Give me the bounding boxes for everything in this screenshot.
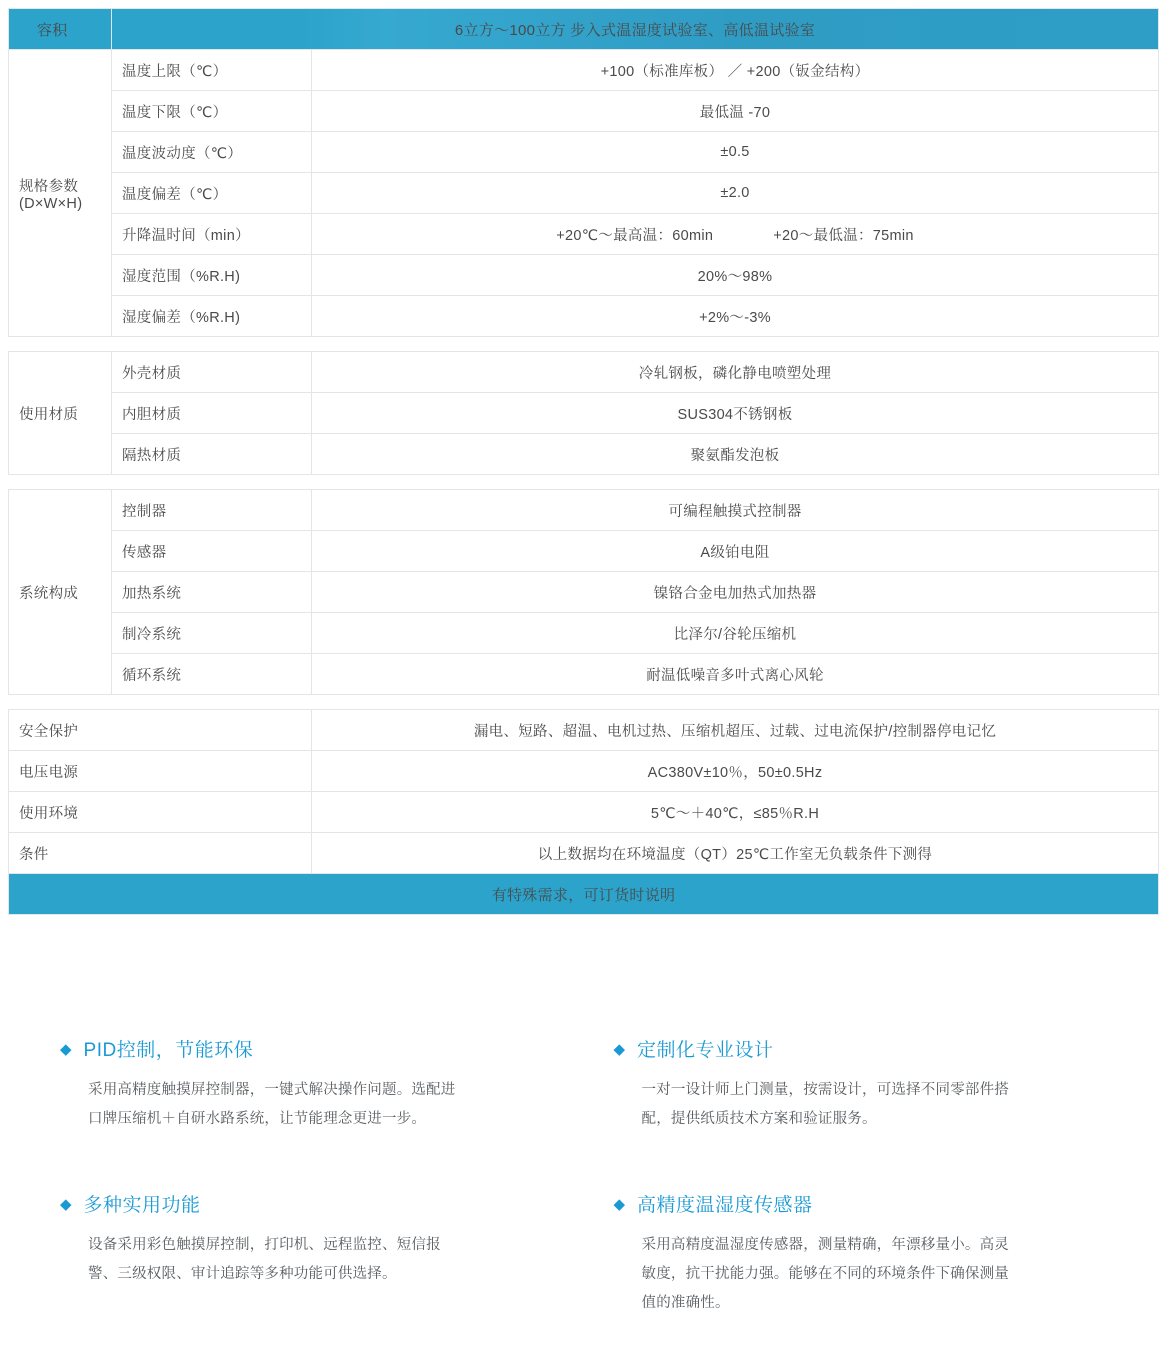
row-label-sensor: 传感器 — [112, 531, 312, 572]
row-label-environment: 使用环境 — [9, 792, 312, 833]
row-label-safety: 安全保护 — [9, 710, 312, 751]
row-label-humidity-range: 湿度范围（%R.H) — [112, 255, 312, 296]
group-label-material: 使用材质 — [9, 352, 112, 475]
table-row — [9, 50, 1159, 91]
row-value-temp-upper: +100（标准库板） ／ +200（钣金结构） — [312, 50, 1159, 91]
feature-body: 采用高精度触摸屏控制器，一键式解决操作问题。选配进口牌压缩机＋自研水路系统，让节能理念更进一步。 — [88, 1082, 456, 1127]
table-row — [9, 654, 1159, 695]
spec-table-group-4 — [8, 709, 1159, 915]
row-label-shell-material: 外壳材质 — [112, 352, 312, 393]
feature-item-pid — [40, 1035, 574, 1134]
row-value-cooling-system: 比泽尔/谷轮压缩机 — [312, 613, 1159, 654]
feature-heading — [60, 1190, 574, 1217]
group-label-spec — [9, 50, 112, 337]
row-label-ramp-time: 升降温时间（min） — [112, 214, 312, 255]
row-value-shell-material: 冷轧钢板，磷化静电喷塑处理 — [312, 352, 1159, 393]
row-value-insulation-material: 聚氨酯发泡板 — [312, 434, 1159, 475]
row-value-temp-lower: 最低温 -70 — [312, 91, 1159, 132]
table-gap — [8, 695, 1159, 709]
table-row — [9, 572, 1159, 613]
row-label-condition: 条件 — [9, 833, 312, 874]
group-label-line1: 规格参数 — [19, 178, 79, 195]
table-gap — [8, 475, 1159, 489]
feature-grid — [0, 1035, 1167, 1348]
row-value-power: AC380V±10％，50±0.5Hz — [312, 751, 1159, 792]
ramp-time-cooling: +20～最低温：75min — [773, 227, 914, 244]
diamond-bullet-icon: ◆ — [60, 1196, 72, 1213]
feature-heading — [614, 1035, 1128, 1062]
footer-note: 有特殊需求，可订货时说明 — [9, 874, 1159, 915]
row-label-heating-system: 加热系统 — [112, 572, 312, 613]
feature-item-sensor — [594, 1190, 1128, 1318]
feature-title: 高精度温湿度传感器 — [637, 1195, 813, 1216]
table-row — [9, 352, 1159, 393]
table-row — [9, 531, 1159, 572]
feature-body: 一对一设计师上门测量，按需设计，可选择不同零部件搭配，提供纸质技术方案和验证服务。 — [641, 1082, 1009, 1127]
row-label-power: 电压电源 — [9, 751, 312, 792]
feature-item-functions — [40, 1190, 574, 1318]
table-row — [9, 490, 1159, 531]
feature-item-custom-design — [594, 1035, 1128, 1134]
table-row — [9, 296, 1159, 337]
table-row — [9, 833, 1159, 874]
row-value-safety: 漏电、短路、超温、电机过热、压缩机超压、过载、过电流保护/控制器停电记忆 — [312, 710, 1159, 751]
table-row — [9, 710, 1159, 751]
table-row — [9, 91, 1159, 132]
row-value-temp-deviation: ±2.0 — [312, 173, 1159, 214]
table-row — [9, 255, 1159, 296]
row-label-circulation-system: 循环系统 — [112, 654, 312, 695]
spec-table-group-1 — [8, 8, 1159, 337]
row-label-humidity-deviation: 湿度偏差（%R.H) — [112, 296, 312, 337]
table-header-row — [9, 9, 1159, 50]
row-value-ramp-time — [312, 214, 1159, 255]
ramp-time-heating: +20℃～最高温：60min — [556, 227, 714, 244]
row-label-insulation-material: 隔热材质 — [112, 434, 312, 475]
group-label-system: 系统构成 — [9, 490, 112, 695]
diamond-bullet-icon: ◆ — [613, 1196, 626, 1213]
diamond-bullet-icon: ◆ — [60, 1041, 72, 1058]
header-capacity-value: 6立方～100立方 步入式温湿度试验室、高低温试验室 — [112, 9, 1159, 50]
table-row — [9, 214, 1159, 255]
row-label-temp-lower: 温度下限（℃） — [112, 91, 312, 132]
row-label-temp-deviation: 温度偏差（℃） — [112, 173, 312, 214]
table-row — [9, 792, 1159, 833]
row-label-temp-fluctuation: 温度波动度（℃） — [112, 132, 312, 173]
feature-body: 采用高精度温湿度传感器，测量精确，年漂移量小。高灵敏度，抗干扰能力强。能够在不同的环境条件下确保测量值的准确性。 — [641, 1237, 1009, 1311]
table-row — [9, 434, 1159, 475]
table-gap — [8, 337, 1159, 351]
feature-title: 定制化专业设计 — [637, 1040, 774, 1061]
row-label-cooling-system: 制冷系统 — [112, 613, 312, 654]
row-value-environment: 5℃～＋40℃，≤85％R.H — [312, 792, 1159, 833]
table-footer-row — [9, 874, 1159, 915]
row-value-liner-material: SUS304不锈钢板 — [312, 393, 1159, 434]
table-row — [9, 393, 1159, 434]
row-label-temp-upper: 温度上限（℃） — [112, 50, 312, 91]
row-value-humidity-range: 20%～98% — [312, 255, 1159, 296]
spec-table-group-2 — [8, 351, 1159, 475]
row-label-controller: 控制器 — [112, 490, 312, 531]
table-row — [9, 173, 1159, 214]
row-value-temp-fluctuation: ±0.5 — [312, 132, 1159, 173]
table-row — [9, 613, 1159, 654]
group-label-line2: (D×W×H) — [19, 195, 83, 212]
row-value-heating-system: 镍铬合金电加热式加热器 — [312, 572, 1159, 613]
row-value-circulation-system: 耐温低噪音多叶式离心风轮 — [312, 654, 1159, 695]
feature-title: PID控制，节能环保 — [83, 1040, 254, 1061]
header-capacity-label: 容积 — [9, 9, 112, 50]
row-value-condition: 以上数据均在环境温度（QT）25℃工作室无负载条件下测得 — [312, 833, 1159, 874]
feature-body: 设备采用彩色触摸屏控制，打印机、远程监控、短信报警、三级权限、审计追踪等多种功能可供选择。 — [88, 1237, 441, 1282]
feature-heading — [60, 1035, 574, 1062]
table-row — [9, 751, 1159, 792]
feature-heading — [614, 1190, 1128, 1217]
feature-title: 多种实用功能 — [83, 1195, 201, 1216]
table-row — [9, 132, 1159, 173]
diamond-bullet-icon: ◆ — [613, 1041, 626, 1058]
row-label-liner-material: 内胆材质 — [112, 393, 312, 434]
row-value-humidity-deviation: +2%～-3% — [312, 296, 1159, 337]
row-value-controller: 可编程触摸式控制器 — [312, 490, 1159, 531]
spec-table-group-3 — [8, 489, 1159, 695]
row-value-sensor: A级铂电阻 — [312, 531, 1159, 572]
